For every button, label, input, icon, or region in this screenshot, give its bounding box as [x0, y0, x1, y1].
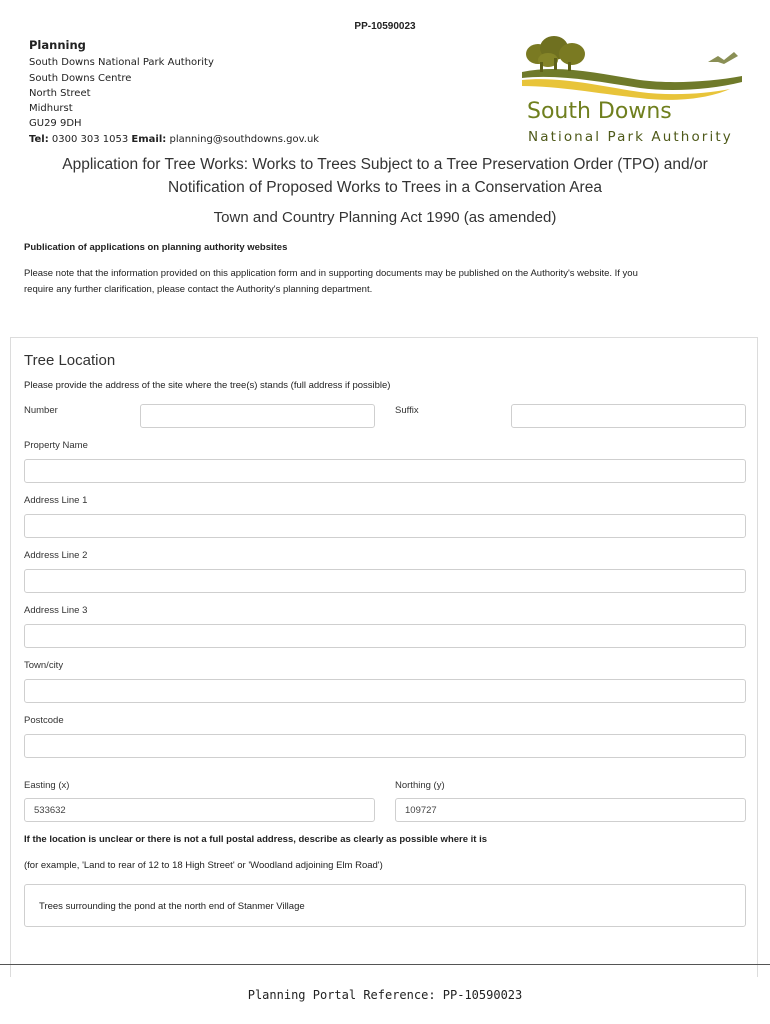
title-line-1: Application for Tree Works: Works to Trees Subject to a Tree Preservation Order (TPO) and/or [62, 156, 708, 173]
tree-location-panel [10, 337, 758, 977]
number-field[interactable] [140, 404, 375, 428]
northing-label: Northing (y) [395, 780, 445, 791]
publication-line-2: require any further clarification, please contact the Authority's planning department. [24, 284, 373, 295]
contact-heading: Planning [29, 38, 86, 52]
example-note: (for example, 'Land to rear of 12 to 18 High Street' or 'Woodland adjoining Elm Road') [24, 860, 383, 871]
town-field[interactable] [24, 679, 746, 703]
publication-heading: Publication of applications on planning authority websites [24, 242, 288, 253]
tel-number: 0300 303 1053 [51, 133, 129, 145]
address-line: North Street [29, 87, 91, 99]
section-title: Tree Location [24, 352, 116, 369]
postcode-label: Postcode [24, 715, 64, 726]
publication-line-1: Please note that the information provided on this application form and in supporting documents may be published on the Authority's website. If you [24, 268, 638, 279]
address-line: Midhurst [29, 103, 73, 115]
northing-field[interactable]: 109727 [395, 798, 746, 822]
easting-field[interactable]: 533632 [24, 798, 375, 822]
address-line: South Downs National Park Authority [29, 57, 214, 69]
unclear-location-note: If the location is unclear or there is not a full postal address, describe as clearly as possible where it is [24, 834, 488, 845]
address-line-3-label: Address Line 3 [24, 605, 88, 616]
publication-text [24, 266, 746, 298]
email-address: planning@southdowns.gov.uk [169, 133, 320, 145]
address-line-1-field[interactable] [24, 514, 746, 538]
portal-reference-footer: Planning Portal Reference: PP-10590023 [247, 988, 523, 1002]
property-name-label: Property Name [24, 440, 88, 451]
contact-block [29, 38, 319, 147]
suffix-field[interactable] [511, 404, 746, 428]
title-line-2: Notification of Proposed Works to Trees in a Conservation Area [168, 179, 602, 196]
town-label: Town/city [24, 660, 64, 671]
location-description-field[interactable]: Trees surrounding the pond at the north end of Stanmer Village [24, 884, 746, 927]
logo-graphic [520, 34, 745, 104]
tel-label: Tel: [29, 133, 49, 145]
suffix-label: Suffix [395, 405, 419, 416]
property-name-field[interactable] [24, 459, 746, 483]
page-divider [0, 964, 770, 965]
address-line-2-label: Address Line 2 [24, 550, 88, 561]
act-subtitle: Town and Country Planning Act 1990 (as amended) [213, 209, 557, 226]
section-description: Please provide the address of the site where the tree(s) stands (full address if possible) [24, 380, 391, 391]
logo-name: South Downs [527, 99, 672, 124]
address-line-2-field[interactable] [24, 569, 746, 593]
address-line: South Downs Centre [29, 72, 132, 84]
page-title [20, 153, 750, 199]
south-downs-logo [520, 34, 745, 149]
logo-subtitle: National Park Authority [528, 129, 733, 145]
reference-number: PP-10590023 [354, 21, 416, 32]
email-label: Email: [131, 133, 167, 145]
address-line-1-label: Address Line 1 [24, 495, 88, 506]
contact-details [29, 132, 319, 147]
postcode-field[interactable] [24, 734, 746, 758]
number-label: Number [24, 405, 58, 416]
easting-label: Easting (x) [24, 780, 70, 791]
address-line: GU29 9DH [29, 118, 82, 130]
address-line-3-field[interactable] [24, 624, 746, 648]
